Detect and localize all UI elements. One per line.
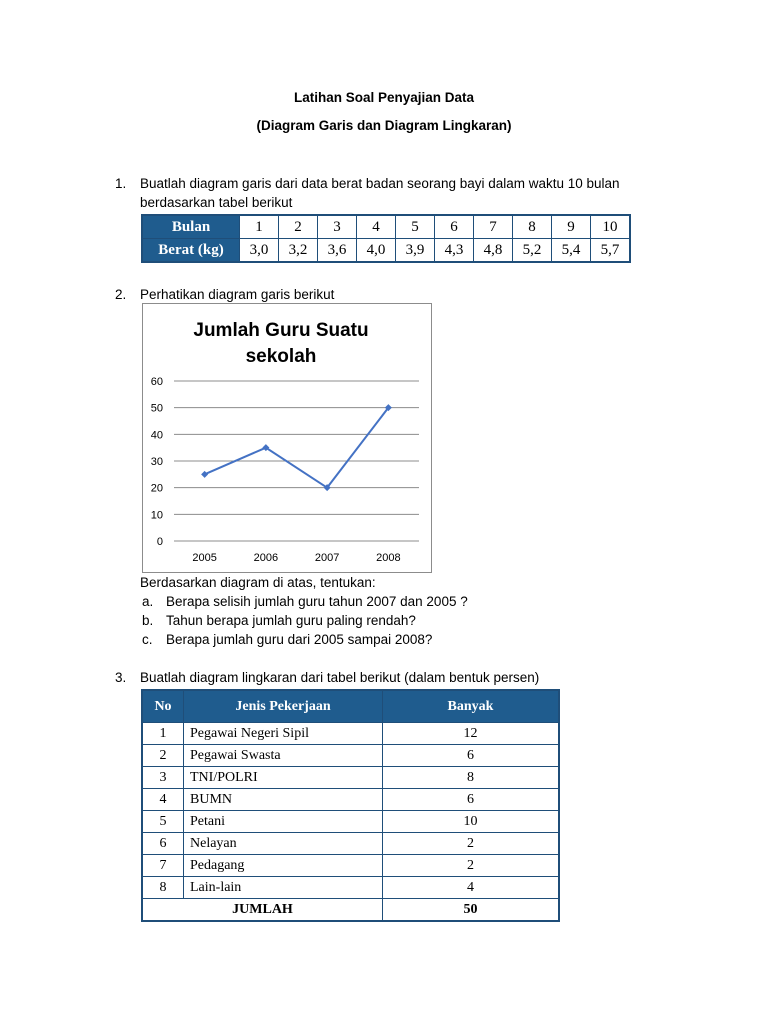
q1-number: 1.: [115, 176, 127, 191]
y-tick-label: 50: [150, 402, 163, 415]
row-job: Nelayan: [184, 833, 383, 855]
month-cell: 1: [240, 215, 279, 239]
row-count: 8: [383, 767, 560, 789]
header-no: No: [142, 690, 184, 723]
weight-cell: 5,2: [513, 239, 552, 263]
q2-item-c-letter: c.: [142, 632, 153, 647]
row-count: 6: [383, 789, 560, 811]
row-count: 6: [383, 745, 560, 767]
weight-cell: 3,9: [396, 239, 435, 263]
row-job: Petani: [184, 811, 383, 833]
row-job: Pegawai Negeri Sipil: [184, 723, 383, 745]
table-row: [142, 811, 559, 833]
row-label-berat: Berat (kg): [142, 239, 240, 263]
row-count: 10: [383, 811, 560, 833]
x-tick-label: 2007: [314, 552, 340, 564]
header-jenis: Jenis Pekerjaan: [184, 690, 383, 723]
row-count: 2: [383, 833, 560, 855]
page-title: Latihan Soal Penyajian Data: [293, 90, 475, 105]
q2-item-c-text: Berapa jumlah guru dari 2005 sampai 2008?: [166, 632, 433, 647]
q1-text-line1: Buatlah diagram garis dari data berat badan seorang bayi dalam waktu 10 bulan: [140, 176, 620, 191]
month-cell: 10: [591, 215, 631, 239]
line-chart: [142, 303, 432, 573]
table-row: [142, 723, 559, 745]
q2-item-b-letter: b.: [142, 613, 154, 628]
weight-table: [141, 214, 631, 263]
row-no: 6: [142, 833, 184, 855]
row-no: 4: [142, 789, 184, 811]
table-total-row: [142, 899, 559, 922]
y-tick-label: 10: [150, 509, 163, 522]
row-job: Pegawai Swasta: [184, 745, 383, 767]
weight-cell: 5,4: [552, 239, 591, 263]
weight-table-row-bulan: [142, 215, 630, 239]
row-label-bulan: Bulan: [142, 215, 240, 239]
row-job: Lain-lain: [184, 877, 383, 899]
row-job: TNI/POLRI: [184, 767, 383, 789]
y-tick-label: 40: [150, 429, 163, 442]
month-cell: 7: [474, 215, 513, 239]
row-count: 12: [383, 723, 560, 745]
table-row: [142, 855, 559, 877]
chart-title-line1: Jumlah Guru Suatu: [193, 320, 369, 341]
data-point: [201, 471, 208, 478]
row-job: Pedagang: [184, 855, 383, 877]
weight-cell: 5,7: [591, 239, 631, 263]
x-tick-label: 2008: [376, 552, 401, 564]
weight-cell: 4,3: [435, 239, 474, 263]
chart-title-line2: sekolah: [245, 346, 317, 367]
row-count: 2: [383, 855, 560, 877]
total-value: 50: [383, 899, 560, 922]
q1-text-line2: berdasarkan tabel berikut: [140, 195, 293, 210]
row-no: 5: [142, 811, 184, 833]
q3-number: 3.: [115, 670, 127, 685]
total-label: JUMLAH: [142, 899, 383, 922]
weight-table-row-berat: [142, 239, 630, 263]
weight-cell: 4,8: [474, 239, 513, 263]
month-cell: 5: [396, 215, 435, 239]
row-no: 8: [142, 877, 184, 899]
q2-text: Perhatikan diagram garis berikut: [140, 287, 335, 302]
table-row: [142, 745, 559, 767]
table-row: [142, 833, 559, 855]
weight-cell: 3,0: [240, 239, 279, 263]
q2-prompt: Berdasarkan diagram di atas, tentukan:: [140, 575, 376, 590]
page-subtitle: (Diagram Garis dan Diagram Lingkaran): [256, 118, 512, 133]
row-job: BUMN: [184, 789, 383, 811]
table-row: [142, 877, 559, 899]
header-banyak: Banyak: [383, 690, 560, 723]
month-cell: 8: [513, 215, 552, 239]
q2-item-a-text: Berapa selisih jumlah guru tahun 2007 dan 2005 ?: [166, 594, 468, 609]
month-cell: 3: [318, 215, 357, 239]
row-no: 1: [142, 723, 184, 745]
job-table: [141, 689, 560, 922]
y-tick-label: 20: [150, 482, 163, 495]
y-tick-label: 60: [150, 376, 163, 388]
q3-text: Buatlah diagram lingkaran dari tabel berikut (dalam bentuk persen): [140, 670, 540, 685]
y-tick-label: 30: [150, 456, 163, 468]
chart-plot: [143, 304, 431, 572]
q2-item-a-letter: a.: [142, 594, 154, 609]
series-line: [205, 408, 389, 488]
table-row: [142, 767, 559, 789]
weight-cell: 3,2: [279, 239, 318, 263]
row-no: 3: [142, 767, 184, 789]
row-no: 7: [142, 855, 184, 877]
weight-cell: 3,6: [318, 239, 357, 263]
x-tick-label: 2005: [192, 552, 217, 564]
table-row: [142, 789, 559, 811]
row-no: 2: [142, 745, 184, 767]
weight-cell: 4,0: [357, 239, 396, 263]
month-cell: 4: [357, 215, 396, 239]
month-cell: 2: [279, 215, 318, 239]
x-tick-label: 2006: [253, 552, 279, 564]
job-table-header: [142, 690, 559, 723]
row-count: 4: [383, 877, 560, 899]
month-cell: 6: [435, 215, 474, 239]
y-tick-label: 0: [156, 536, 163, 548]
q2-number: 2.: [115, 287, 127, 302]
month-cell: 9: [552, 215, 591, 239]
q2-item-b-text: Tahun berapa jumlah guru paling rendah?: [166, 613, 416, 628]
